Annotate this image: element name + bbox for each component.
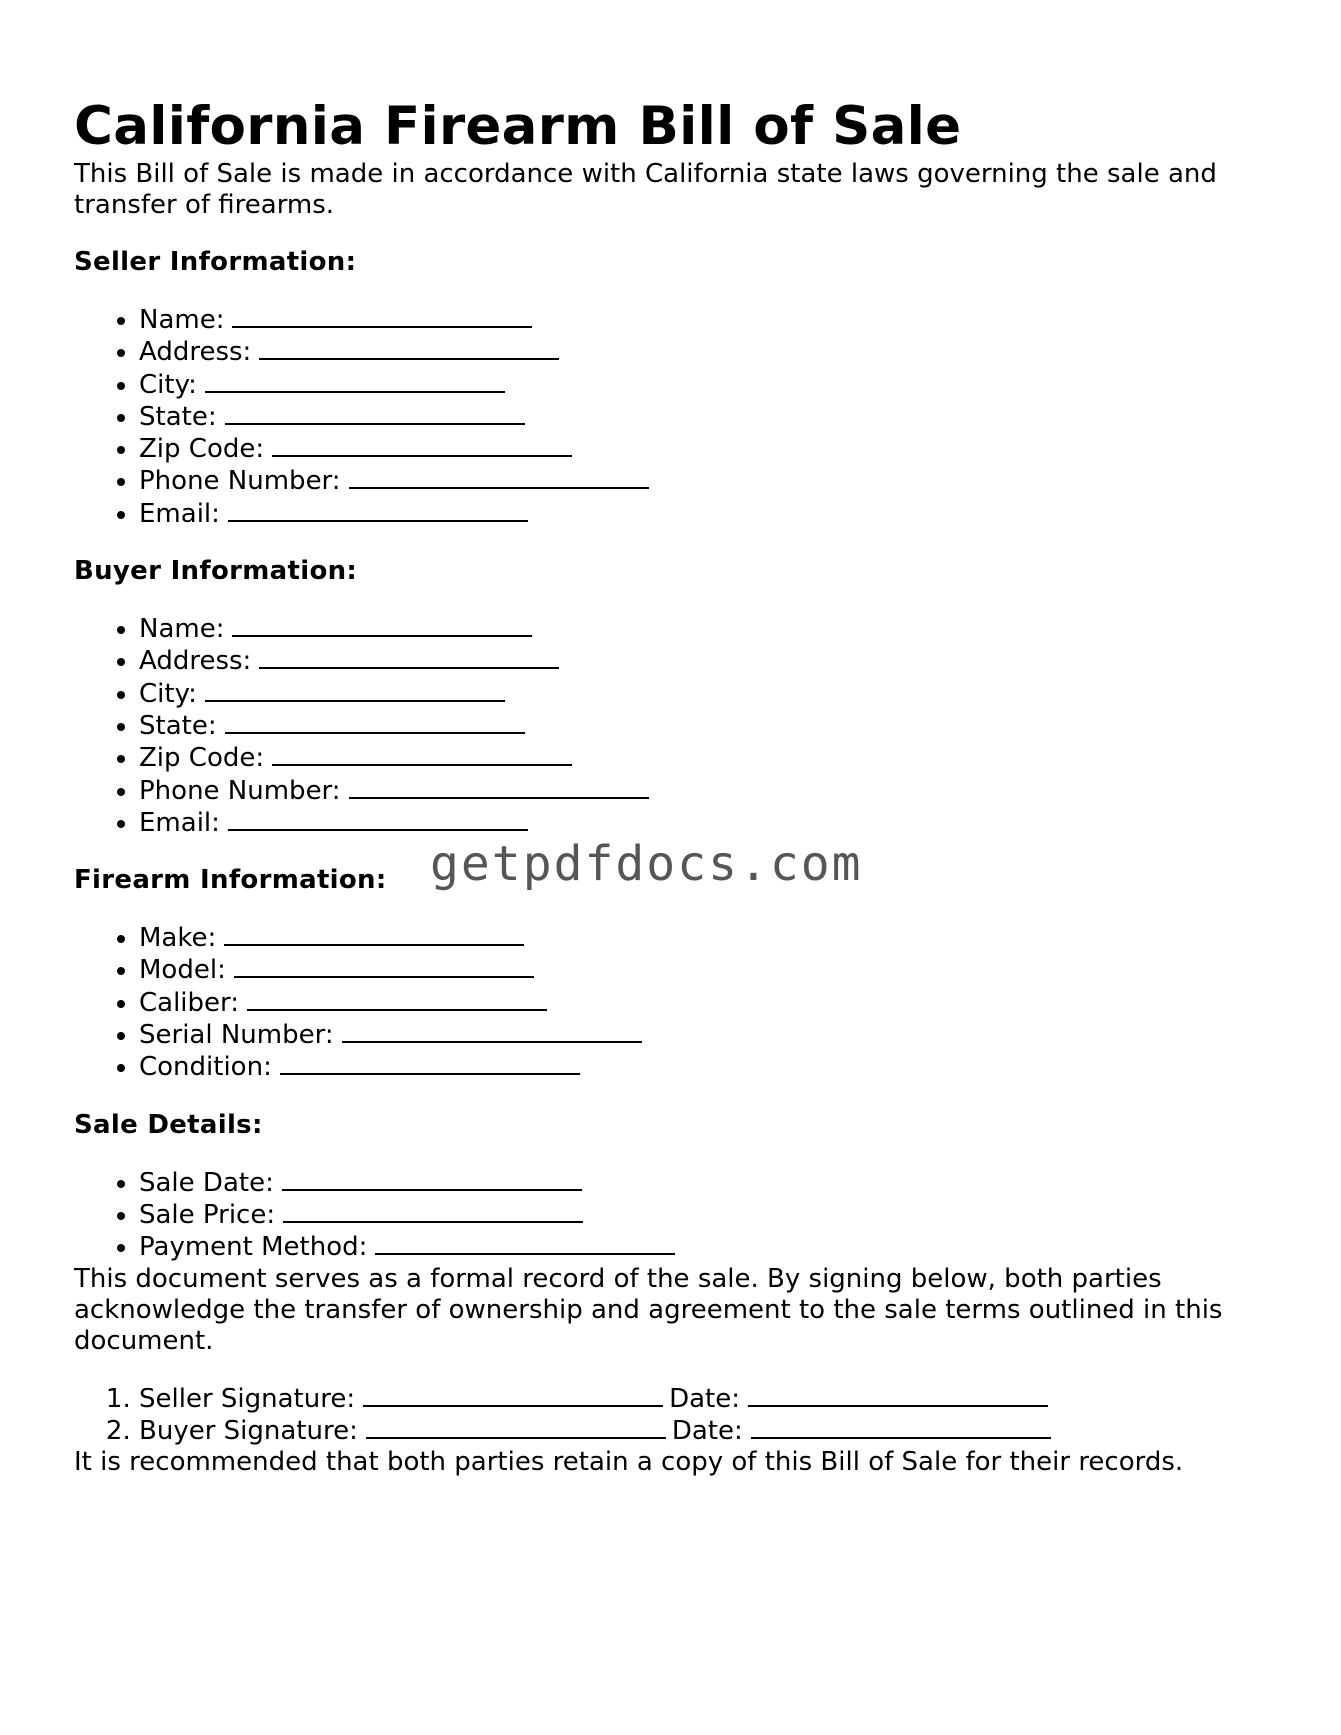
firearm-make-item xyxy=(139,922,1274,954)
buyer-state-item xyxy=(139,710,1274,742)
final-note: It is recommended that both parties retain a copy of this Bill of Sale for their records. xyxy=(74,1447,1184,1478)
field-label: Caliber: xyxy=(139,987,240,1018)
field-label: Address: xyxy=(139,646,252,677)
blank-line[interactable] xyxy=(224,922,524,946)
field-label: Serial Number: xyxy=(139,1020,334,1051)
blank-line[interactable] xyxy=(349,775,649,799)
field-label: Email: xyxy=(139,807,220,838)
buyer-city-item xyxy=(139,678,1274,710)
seller-name-item xyxy=(139,304,1274,336)
buyer-phone-item xyxy=(139,775,1274,807)
field-label: Model: xyxy=(139,955,226,986)
date-line[interactable] xyxy=(748,1383,1048,1407)
sale-field-list xyxy=(74,1167,1274,1264)
signature-label: Seller Signature: xyxy=(139,1383,356,1414)
signature-line[interactable] xyxy=(363,1383,663,1407)
blank-line[interactable] xyxy=(259,336,559,360)
blank-line[interactable] xyxy=(225,401,525,425)
field-label: Make: xyxy=(139,923,217,954)
blank-line[interactable] xyxy=(259,645,559,669)
sale-date-item xyxy=(139,1167,1274,1199)
sale-heading: Sale Details: xyxy=(74,1109,263,1140)
seller-state-item xyxy=(139,401,1274,433)
blank-line[interactable] xyxy=(283,1199,583,1223)
blank-line[interactable] xyxy=(234,954,534,978)
closing-paragraph: This document serves as a formal record of the sale. By signing below, both parties acknowledge the transfer of ownership and agreement to the sale terms outlined in this document. xyxy=(74,1263,1223,1356)
blank-line[interactable] xyxy=(232,613,532,637)
field-label: Email: xyxy=(139,498,220,529)
field-label: Name: xyxy=(139,305,225,335)
blank-line[interactable] xyxy=(375,1231,675,1255)
buyer-email-item xyxy=(139,807,1274,839)
seller-address-item xyxy=(139,336,1274,368)
signature-line[interactable] xyxy=(366,1415,666,1439)
firearm-serial-item xyxy=(139,1019,1274,1051)
field-label: Phone Number: xyxy=(139,466,341,497)
field-label: Zip Code: xyxy=(139,743,265,774)
blank-line[interactable] xyxy=(280,1051,580,1075)
field-label: City: xyxy=(139,369,197,400)
document-title: California Firearm Bill of Sale xyxy=(74,96,962,157)
blank-line[interactable] xyxy=(342,1019,642,1043)
field-label: Address: xyxy=(139,337,252,368)
watermark-text: getpdfdocs.com xyxy=(430,836,863,892)
seller-field-list xyxy=(74,304,1274,530)
blank-line[interactable] xyxy=(272,742,572,766)
firearm-condition-item xyxy=(139,1051,1274,1083)
signature-list xyxy=(74,1383,1274,1448)
seller-zip-item xyxy=(139,433,1274,465)
signature-label: Buyer Signature: xyxy=(139,1415,358,1446)
date-line[interactable] xyxy=(751,1415,1051,1439)
sale-price-item xyxy=(139,1199,1274,1231)
blank-line[interactable] xyxy=(272,433,572,457)
blank-line[interactable] xyxy=(205,678,505,702)
buyer-field-list xyxy=(74,613,1274,839)
seller-heading: Seller Information: xyxy=(74,247,357,277)
seller-email-item xyxy=(139,498,1274,530)
document-page xyxy=(74,0,1274,1478)
field-label: Phone Number: xyxy=(139,775,341,806)
firearm-heading: Firearm Information: xyxy=(74,865,387,896)
field-label: City: xyxy=(139,678,197,709)
blank-line[interactable] xyxy=(228,807,528,831)
field-label: Zip Code: xyxy=(139,434,265,465)
blank-line[interactable] xyxy=(349,465,649,489)
payment-method-item xyxy=(139,1231,1274,1263)
field-label: Sale Price: xyxy=(139,1199,276,1230)
firearm-caliber-item xyxy=(139,987,1274,1019)
date-label: Date: xyxy=(671,1415,743,1446)
blank-line[interactable] xyxy=(228,498,528,522)
seller-signature-item xyxy=(139,1383,1274,1415)
buyer-signature-item xyxy=(139,1415,1274,1447)
firearm-model-item xyxy=(139,954,1274,986)
blank-line[interactable] xyxy=(232,304,532,328)
field-label: Sale Date: xyxy=(139,1167,274,1198)
firearm-field-list xyxy=(74,922,1274,1083)
seller-phone-item xyxy=(139,465,1274,497)
blank-line[interactable] xyxy=(247,987,547,1011)
field-label: Condition: xyxy=(139,1052,272,1083)
buyer-name-item xyxy=(139,613,1274,645)
buyer-address-item xyxy=(139,645,1274,677)
blank-line[interactable] xyxy=(282,1167,582,1191)
field-label: Payment Method: xyxy=(139,1232,368,1263)
buyer-heading: Buyer Information: xyxy=(74,556,358,587)
seller-city-item xyxy=(139,369,1274,401)
date-label: Date: xyxy=(669,1383,740,1414)
buyer-zip-item xyxy=(139,742,1274,774)
field-label: State: xyxy=(139,401,217,432)
blank-line[interactable] xyxy=(205,369,505,393)
field-label: Name: xyxy=(139,614,225,645)
blank-line[interactable] xyxy=(225,710,525,734)
intro-paragraph: This Bill of Sale is made in accordance with California state laws governing the sale and transfer of firearms. xyxy=(74,159,1217,220)
field-label: State: xyxy=(139,710,217,741)
